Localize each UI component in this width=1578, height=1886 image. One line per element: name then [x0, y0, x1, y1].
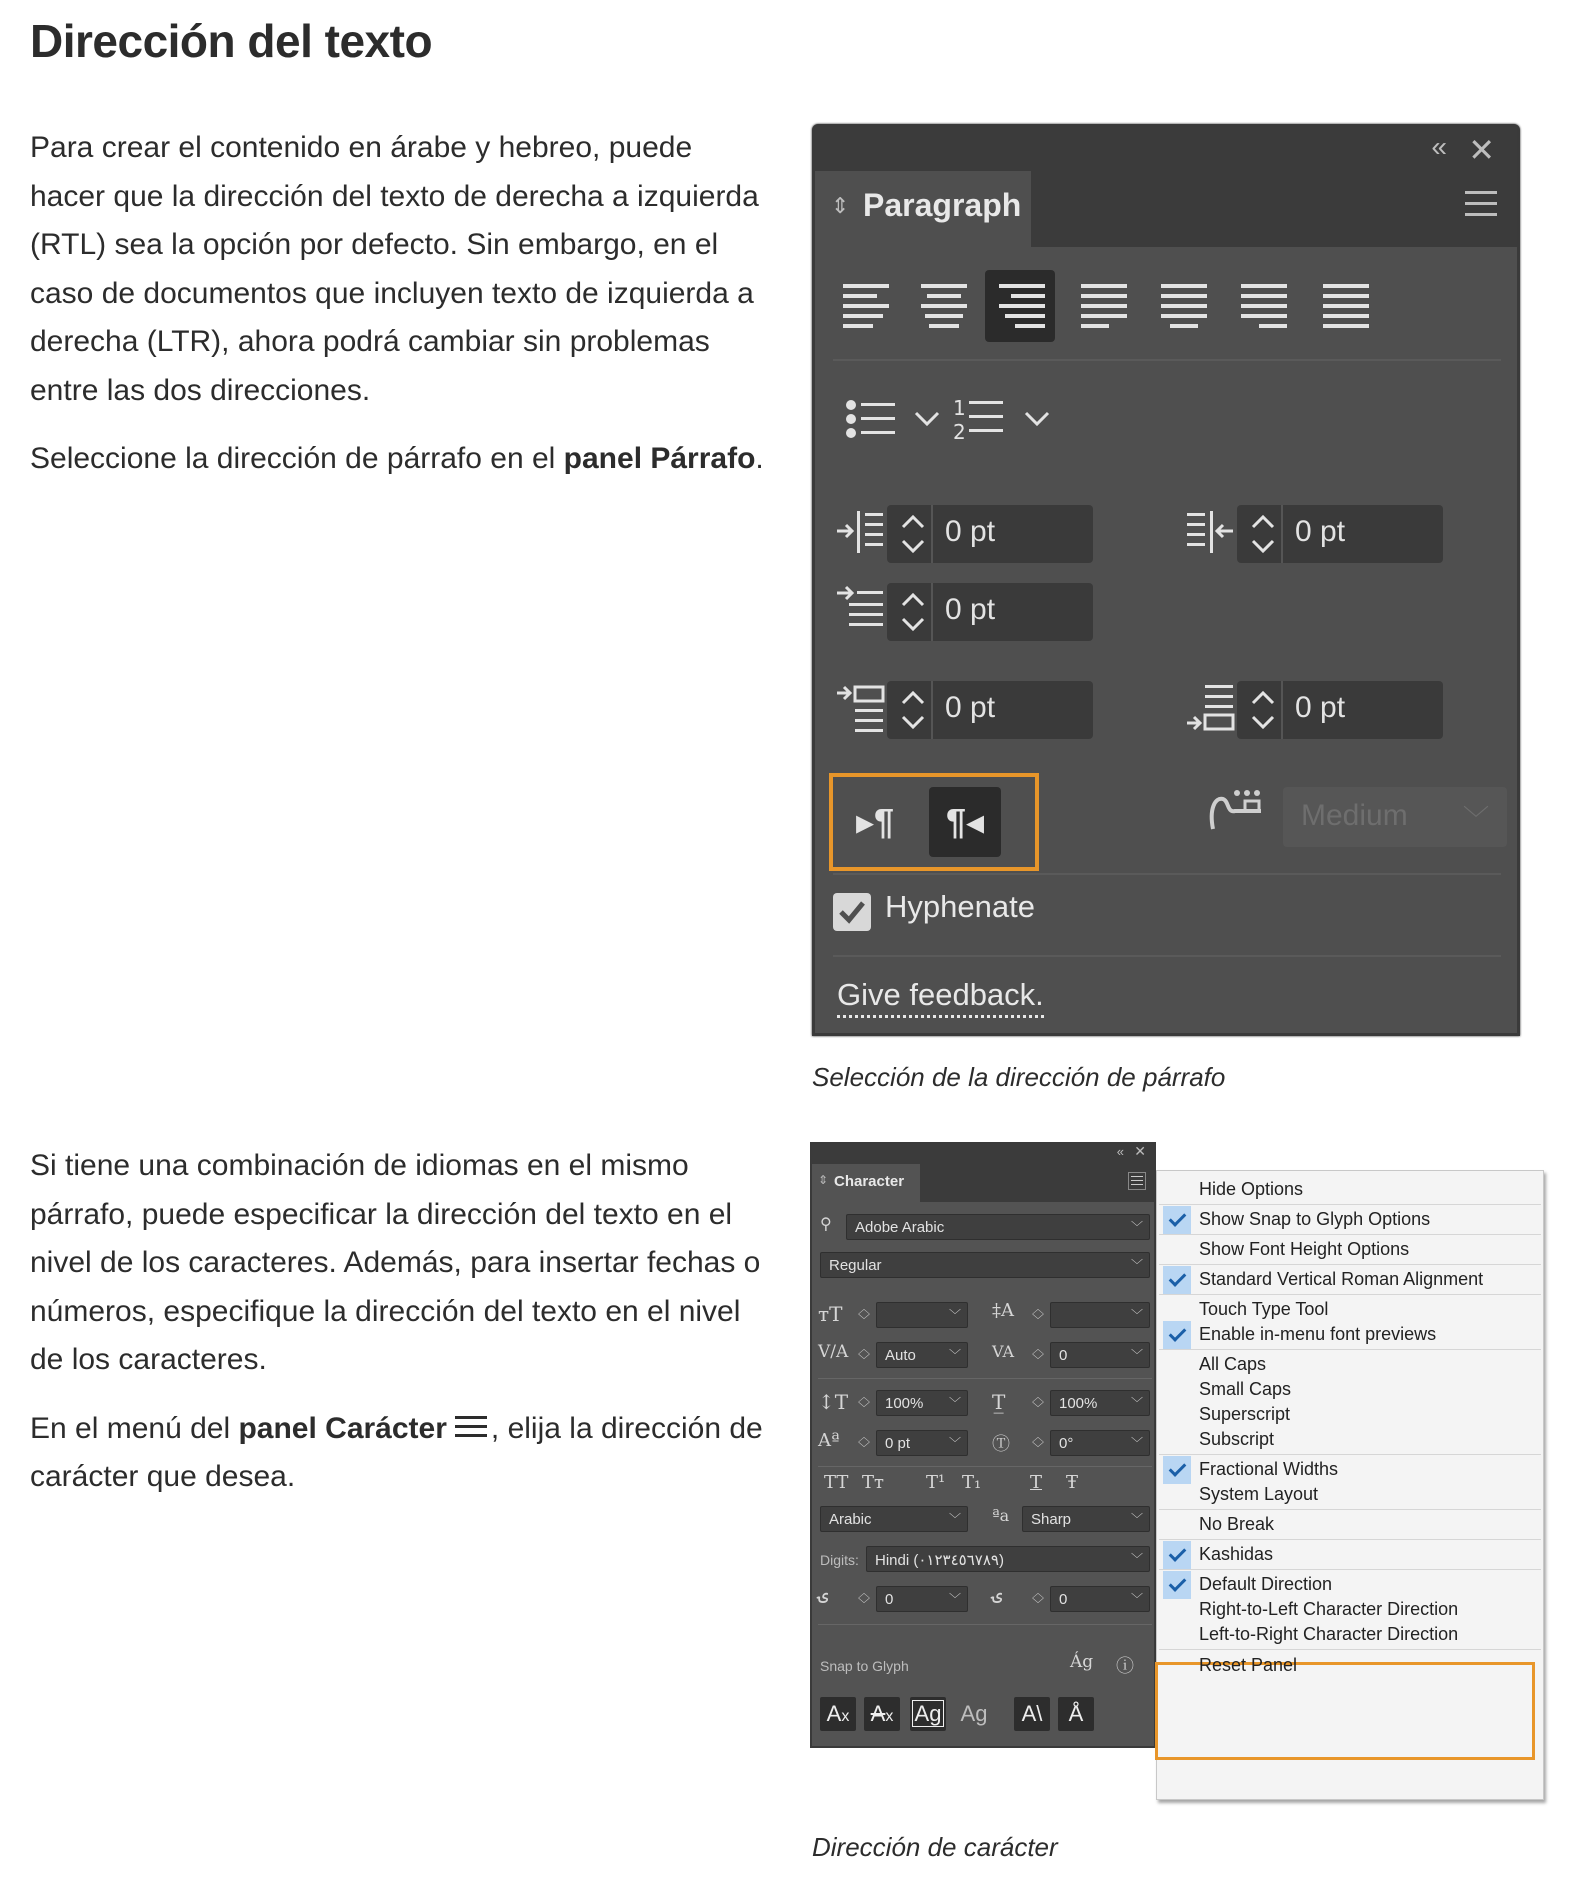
tab-paragraph[interactable] — [815, 171, 1031, 247]
paragraph-panel — [812, 124, 1520, 1036]
left-indent-field[interactable]: 0 pt — [887, 505, 1093, 563]
menu-item[interactable] — [1157, 1205, 1543, 1235]
kerning-icon: V/A — [818, 1342, 849, 1362]
snap-x-height-button[interactable]: Ax — [864, 1697, 900, 1731]
section-character-direction — [30, 1142, 770, 1522]
kashida-icon — [1207, 779, 1267, 835]
collapse-icon[interactable]: « — [1116, 1144, 1124, 1159]
figure-caption: Dirección de carácter — [812, 1832, 1058, 1862]
horizontal-scale-field[interactable]: 100% ﹀ — [1050, 1390, 1150, 1416]
vertical-scale-icon: ↕T — [818, 1390, 849, 1414]
ltr-direction-button[interactable]: ▸¶ — [855, 801, 895, 842]
tab-label: Paragraph — [863, 187, 1022, 223]
font-size-icon: тT — [818, 1302, 843, 1326]
align-right-button[interactable] — [985, 270, 1055, 342]
spinner-icon[interactable]: ︿ ﹀ — [1032, 1430, 1045, 1455]
align-left-button[interactable] — [829, 270, 899, 342]
menu-item-label: Superscript — [1199, 1404, 1291, 1424]
svg-text:2: 2 — [953, 420, 966, 443]
menu-item-label: No Break — [1199, 1514, 1275, 1534]
horizontal-scale-icon: T̲ — [992, 1390, 1006, 1414]
diacritic-vertical-icon: ۍ — [992, 1584, 1003, 1605]
chevron-down-icon: ﹀ — [1462, 804, 1489, 834]
panel-tabstrip — [815, 171, 1517, 247]
checkmark-icon — [1163, 1541, 1191, 1569]
glyph-guides-icon[interactable]: Ág — [1070, 1652, 1094, 1672]
menu-separator — [1159, 1539, 1541, 1540]
left-indent-icon — [835, 507, 885, 557]
divider — [833, 873, 1501, 875]
menu-item[interactable] — [1157, 1651, 1543, 1681]
panel-menu-icon — [451, 1412, 491, 1442]
chevron-down-icon: ﹀ — [1130, 1220, 1143, 1234]
small-caps-button[interactable]: Tт — [862, 1472, 884, 1493]
panel-tabstrip — [812, 1164, 1154, 1202]
menu-item-label: Fractional Widths — [1199, 1459, 1339, 1479]
menu-item-label: System Layout — [1199, 1484, 1319, 1504]
menu-separator — [1159, 1509, 1541, 1510]
menu-separator — [1159, 1569, 1541, 1570]
digits-label: Digits: — [820, 1552, 859, 1568]
checkmark-icon — [1163, 1206, 1191, 1234]
right-indent-field[interactable]: 0 pt — [1237, 505, 1443, 563]
leading-field[interactable]: ﹀ — [1050, 1302, 1150, 1328]
menu-separator — [1159, 1264, 1541, 1265]
tab-arrows-icon: ⇕ — [818, 1173, 829, 1187]
tab-character[interactable]: ⇕ Character — [812, 1164, 920, 1202]
space-after-icon — [1185, 683, 1235, 733]
antialias-select[interactable]: Sharp ﹀ — [1022, 1506, 1150, 1532]
divider — [833, 359, 1501, 361]
collapse-icon[interactable]: « — [1431, 131, 1447, 162]
space-before-field[interactable]: 0 pt — [887, 681, 1093, 739]
menu-item[interactable] — [1157, 1620, 1543, 1650]
search-icon[interactable]: ⚲ — [820, 1214, 832, 1233]
font-size-field[interactable]: ﹀ — [876, 1302, 968, 1328]
instruction-paragraph: Seleccione la dirección de párrafo en el panel Párrafo. — [30, 442, 764, 475]
menu-item-label: All Caps — [1199, 1354, 1267, 1374]
chevron-down-icon[interactable] — [913, 409, 941, 429]
panel-menu-icon[interactable] — [1128, 1172, 1146, 1190]
first-line-indent-icon — [835, 585, 885, 635]
rtl-direction-button[interactable]: ¶◂ — [929, 787, 1001, 857]
baseline-shift-field[interactable]: 0 pt ﹀ — [876, 1430, 968, 1456]
menu-item[interactable] — [1157, 1265, 1543, 1295]
tracking-field[interactable]: 0 ﹀ — [1050, 1342, 1150, 1368]
menu-item-label: Subscript — [1199, 1429, 1275, 1449]
panel-title-bar — [815, 127, 1517, 171]
snap-to-glyph-label: Snap to Glyph — [820, 1658, 909, 1674]
give-feedback-link[interactable]: Give feedback. — [837, 977, 1044, 1018]
font-style-field[interactable]: Regular ﹀ — [820, 1252, 1150, 1278]
snap-proximity-button[interactable]: Å — [1058, 1697, 1094, 1731]
justify-last-center-button[interactable] — [1147, 270, 1217, 342]
menu-item[interactable] — [1157, 1480, 1543, 1510]
divider — [818, 1466, 1152, 1467]
menu-item[interactable] — [1157, 1510, 1543, 1540]
snap-angular-button[interactable]: A\ — [1014, 1697, 1050, 1731]
checkmark-icon — [1163, 1266, 1191, 1294]
subscript-button[interactable]: T₁ — [962, 1472, 982, 1493]
numbered-list-icon[interactable] — [953, 395, 1005, 443]
menu-separator — [1159, 1349, 1541, 1350]
diacritic-horizontal-icon: ۍ — [818, 1584, 829, 1605]
menu-item-label: Reset Panel — [1199, 1655, 1298, 1675]
menu-item-label: Small Caps — [1199, 1379, 1292, 1399]
menu-separator — [1159, 1649, 1541, 1650]
info-icon[interactable]: ⓘ — [1116, 1656, 1134, 1677]
snap-baseline-button[interactable]: Ax — [820, 1697, 856, 1731]
divider — [818, 1378, 1152, 1379]
svg-text:1: 1 — [953, 396, 966, 420]
menu-separator — [1159, 1454, 1541, 1455]
menu-item[interactable] — [1157, 1235, 1543, 1265]
menu-item-label: Show Snap to Glyph Options — [1199, 1209, 1431, 1229]
menu-separator — [1159, 1204, 1541, 1205]
menu-item[interactable] — [1157, 1320, 1543, 1350]
panel-link: panel Párrafo — [563, 442, 756, 475]
menu-item-label: Standard Vertical Roman Alignment — [1199, 1269, 1484, 1289]
spinner-icon[interactable]: ︿ ﹀ — [858, 1302, 871, 1327]
baseline-shift-icon: Aª — [818, 1430, 840, 1451]
underline-button[interactable]: T — [1030, 1472, 1043, 1493]
chevron-down-icon[interactable] — [1023, 409, 1051, 429]
kerning-field[interactable]: Auto ﹀ — [876, 1342, 968, 1368]
figure-caption: Selección de la dirección de párrafo — [812, 1062, 1226, 1092]
vertical-scale-field[interactable]: 100% ﹀ — [876, 1390, 968, 1416]
snap-glyph-bounds-button[interactable]: Ag — [960, 1701, 988, 1726]
space-after-field[interactable]: 0 pt — [1237, 681, 1443, 739]
checkmark-icon — [1163, 1321, 1191, 1349]
spinner-icon[interactable]: ︿ ﹀ — [858, 1586, 871, 1611]
spinner-icon[interactable]: ︿ ﹀ — [858, 1390, 871, 1415]
language-select[interactable]: Arabic ﹀ — [820, 1506, 968, 1532]
panel-title-bar — [812, 1144, 1154, 1164]
menu-item-label: Right-to-Left Character Direction — [1199, 1599, 1459, 1619]
tracking-icon: VA — [992, 1342, 1015, 1361]
spinner-icon[interactable]: ︿ ﹀ — [1032, 1390, 1045, 1415]
menu-item[interactable] — [1157, 1540, 1543, 1570]
hyphenate-checkbox[interactable] — [833, 893, 871, 931]
rotation-icon: Ⓣ — [992, 1434, 1010, 1455]
hyphenate-label: Hyphenate — [885, 889, 1035, 924]
strikethrough-button[interactable]: Ŧ — [1066, 1472, 1079, 1493]
menu-separator — [1159, 1234, 1541, 1235]
antialias-icon: ªa — [992, 1506, 1010, 1525]
font-family-field[interactable]: Adobe Arabic ﹀ — [846, 1214, 1150, 1240]
bullet-list-icon[interactable] — [845, 397, 897, 443]
menu-separator — [1159, 1294, 1541, 1295]
spinner-icon[interactable]: ︿ ﹀ — [1032, 1342, 1045, 1367]
justify-last-left-button[interactable] — [1067, 270, 1137, 342]
rotation-field[interactable]: 0° ﹀ — [1050, 1430, 1150, 1456]
menu-item-label: Touch Type Tool — [1199, 1299, 1329, 1319]
instruction-paragraph: En el menú del panel Carácter , elija la dirección de carácter que desea. — [30, 1411, 763, 1493]
close-icon[interactable]: ✕ — [1468, 132, 1495, 168]
close-icon[interactable]: ✕ — [1134, 1143, 1146, 1159]
spinner-icon[interactable]: ︿ ﹀ — [858, 1430, 871, 1455]
intro-paragraph: Para crear el contenido en árabe y hebreo, puede hacer que la dirección del texto de derecha a izquierda (RTL) sea la opción por defecto. Sin embargo, en el caso de documentos que incluyen texto de izquierda a derecha (LTR), ahora podrá cambiar sin problemas entre las dos direcciones. — [30, 131, 759, 407]
intro-paragraph: Si tiene una combinación de idiomas en el mismo párrafo, puede especificar la dirección del texto en el nivel de los caracteres. Además, para insertar fechas o números, especifique la dirección del texto en el nivel de los caracteres. — [30, 1149, 761, 1376]
panel-link: panel Carácter — [238, 1411, 447, 1445]
menu-item-label: Kashidas — [1199, 1544, 1274, 1564]
diacritic-horizontal-field[interactable]: 0 ﹀ — [876, 1586, 968, 1612]
right-indent-icon — [1185, 507, 1235, 557]
snap-em-box-button[interactable]: Ag — [910, 1697, 946, 1731]
divider — [818, 1624, 1152, 1625]
first-line-indent-field[interactable]: 0 pt — [887, 583, 1093, 641]
menu-item-label: Show Font Height Options — [1199, 1239, 1410, 1259]
character-panel-flyout-menu — [1156, 1170, 1544, 1800]
page-title: Dirección del texto — [30, 15, 433, 67]
justify-last-right-button[interactable] — [1227, 270, 1297, 342]
kashida-select[interactable]: Medium ﹀ — [1283, 787, 1507, 847]
menu-item[interactable] — [1157, 1175, 1543, 1205]
chevron-down-icon: ﹀ — [1130, 1258, 1143, 1272]
menu-item-label: Hide Options — [1199, 1179, 1304, 1199]
justify-all-button[interactable] — [1309, 270, 1379, 342]
spinner-icon[interactable]: ︿ ﹀ — [1032, 1302, 1045, 1327]
align-center-button[interactable] — [907, 270, 977, 342]
menu-item-label: Left-to-Right Character Direction — [1199, 1624, 1459, 1644]
diacritic-vertical-field[interactable]: 0 ﹀ — [1050, 1586, 1150, 1612]
menu-item-label: Enable in-menu font previews — [1199, 1324, 1437, 1344]
spinner-icon[interactable]: ︿ ﹀ — [858, 1342, 871, 1367]
direction-highlight — [829, 773, 1039, 871]
panel-menu-icon[interactable] — [1465, 191, 1497, 224]
superscript-button[interactable]: T¹ — [926, 1472, 946, 1493]
menu-item[interactable] — [1157, 1425, 1543, 1455]
menu-item-label: Default Direction — [1199, 1574, 1333, 1594]
section-paragraph-direction — [30, 124, 770, 504]
character-panel — [810, 1142, 1156, 1748]
digits-select[interactable]: Hindi (٠١٢٣٤٥٦٧٨٩) ﹀ — [866, 1546, 1150, 1572]
divider — [833, 955, 1501, 957]
space-before-icon — [835, 683, 885, 733]
leading-icon: ‡A — [992, 1300, 1014, 1321]
all-caps-button[interactable]: TT — [824, 1472, 849, 1493]
spinner-icon[interactable]: ︿ ﹀ — [1032, 1586, 1045, 1611]
tab-arrows-icon: ⇕ — [831, 193, 850, 218]
